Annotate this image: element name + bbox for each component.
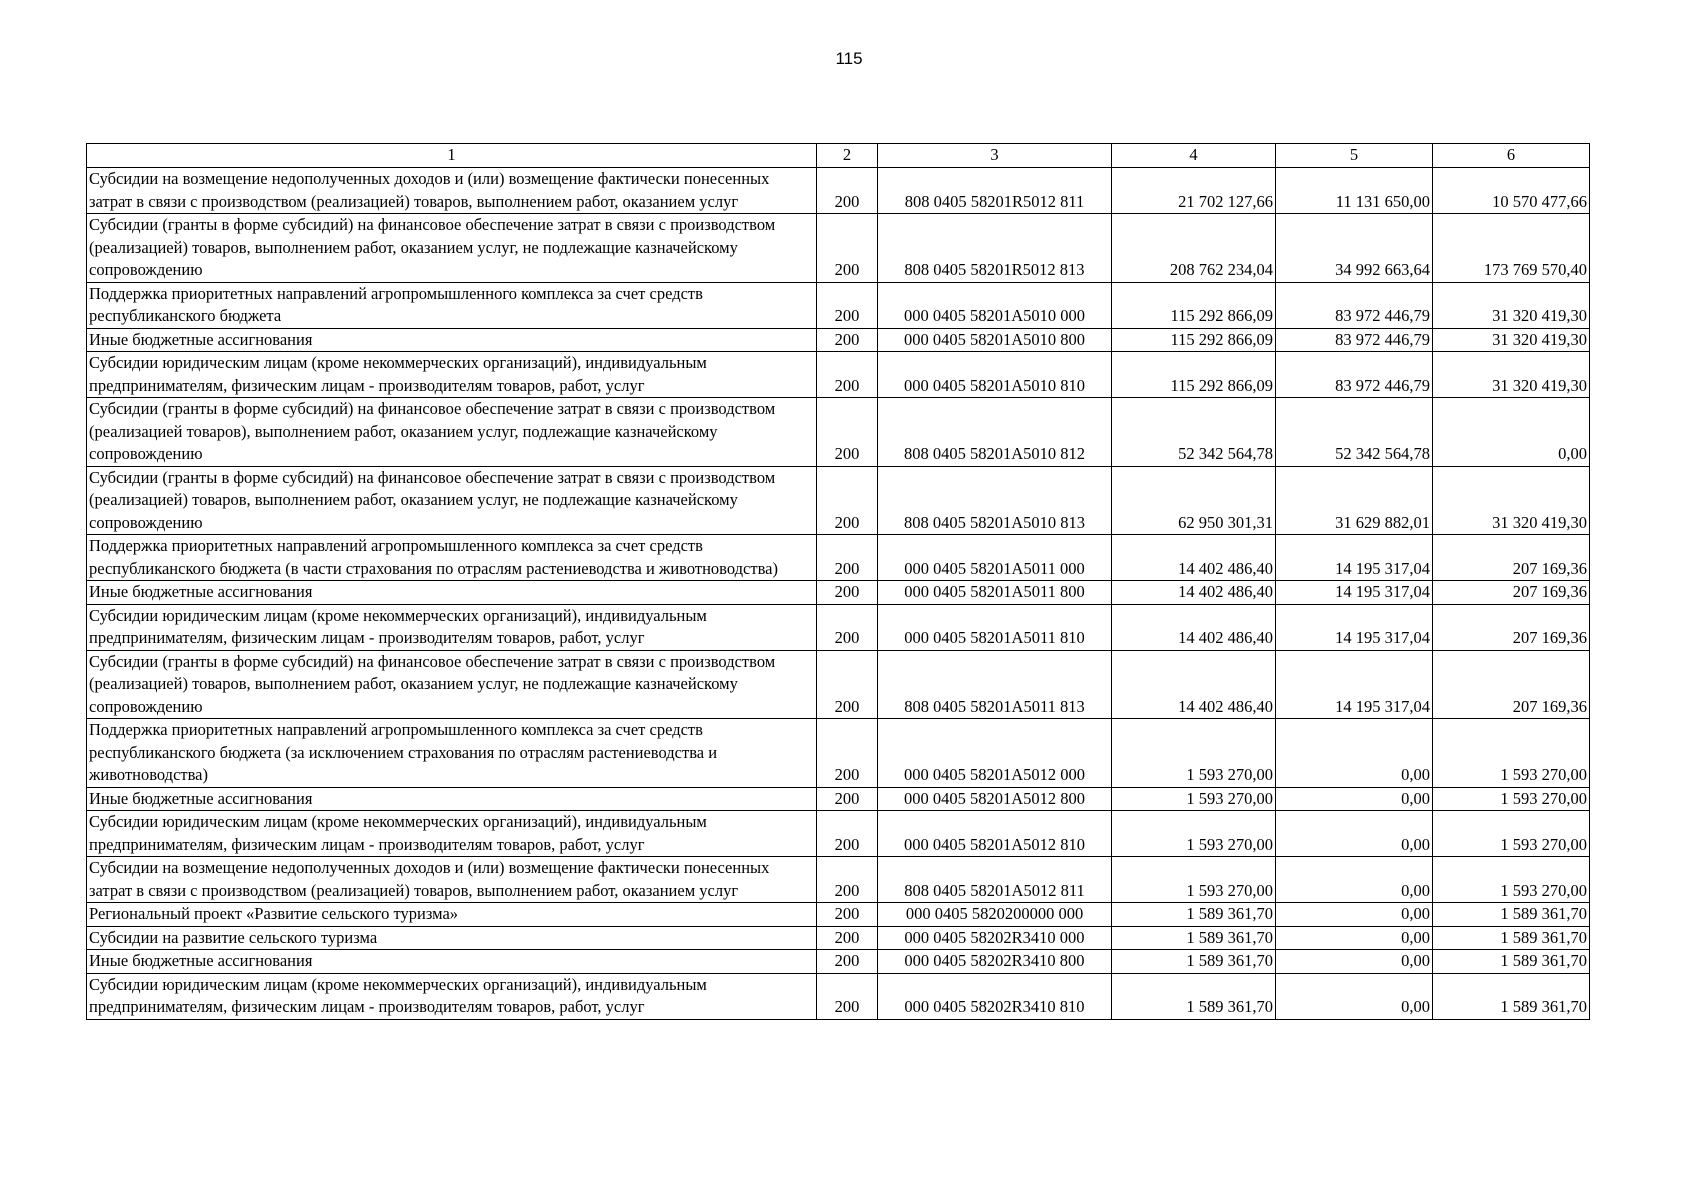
- row-value-col6-cell: 1 593 270,00: [1433, 811, 1590, 857]
- row-classification-cell: 000 0405 58201A5010 800: [878, 328, 1112, 352]
- row-code-cell: 200: [817, 352, 878, 398]
- row-value-col4-cell: 1 593 270,00: [1112, 857, 1276, 903]
- column-header: 2: [817, 144, 878, 168]
- row-value-col5-cell: 0,00: [1276, 857, 1433, 903]
- row-value-col5-cell: 0,00: [1276, 903, 1433, 927]
- row-value-col5-cell: 0,00: [1276, 973, 1433, 1019]
- row-name-cell: Субсидии (гранты в форме субсидий) на финансовое обеспечение затрат в связи с производством (реализацией) товаров, выполнением работ, оказанием услуг, не подлежащие казначейскому сопровождению: [87, 466, 817, 535]
- row-value-col6-cell: 1 589 361,70: [1433, 926, 1590, 950]
- row-classification-cell: 808 0405 58201R5012 811: [878, 168, 1112, 214]
- row-value-col6-cell: 0,00: [1433, 398, 1590, 467]
- row-value-col5-cell: 0,00: [1276, 926, 1433, 950]
- table-row: [87, 535, 1590, 581]
- row-code-cell: 200: [817, 857, 878, 903]
- row-value-col6-cell: 1 589 361,70: [1433, 950, 1590, 974]
- table-row: [87, 787, 1590, 811]
- column-header: 5: [1276, 144, 1433, 168]
- row-name-cell: Субсидии (гранты в форме субсидий) на финансовое обеспечение затрат в связи с производством (реализацией товаров), выполнением работ, оказанием услуг, подлежащие казначейскому сопровождению: [87, 398, 817, 467]
- column-header: 1: [87, 144, 817, 168]
- table-row: [87, 650, 1590, 719]
- row-value-col5-cell: 14 195 317,04: [1276, 604, 1433, 650]
- row-value-col4-cell: 1 593 270,00: [1112, 719, 1276, 788]
- table-row: [87, 903, 1590, 927]
- row-code-cell: 200: [817, 398, 878, 467]
- row-value-col5-cell: 52 342 564,78: [1276, 398, 1433, 467]
- row-code-cell: 200: [817, 466, 878, 535]
- table-row: [87, 168, 1590, 214]
- row-name-cell: Иные бюджетные ассигнования: [87, 328, 817, 352]
- row-classification-cell: 000 0405 58201A5012 000: [878, 719, 1112, 788]
- row-value-col5-cell: 0,00: [1276, 950, 1433, 974]
- row-value-col6-cell: 31 320 419,30: [1433, 328, 1590, 352]
- row-value-col4-cell: 115 292 866,09: [1112, 328, 1276, 352]
- row-value-col5-cell: 14 195 317,04: [1276, 581, 1433, 605]
- row-classification-cell: 000 0405 58201A5011 810: [878, 604, 1112, 650]
- row-value-col4-cell: 14 402 486,40: [1112, 581, 1276, 605]
- row-code-cell: 200: [817, 973, 878, 1019]
- row-value-col6-cell: 1 593 270,00: [1433, 857, 1590, 903]
- column-header: 3: [878, 144, 1112, 168]
- row-name-cell: Иные бюджетные ассигнования: [87, 950, 817, 974]
- row-code-cell: 200: [817, 950, 878, 974]
- row-name-cell: Поддержка приоритетных направлений агропромышленного комплекса за счет средств республиканского бюджета (за исключением страхования по отраслям растениеводства и животноводства): [87, 719, 817, 788]
- row-value-col4-cell: 1 589 361,70: [1112, 926, 1276, 950]
- row-name-cell: Поддержка приоритетных направлений агропромышленного комплекса за счет средств республиканского бюджета: [87, 282, 817, 328]
- row-name-cell: Региональный проект «Развитие сельского туризма»: [87, 903, 817, 927]
- table-body: [87, 168, 1590, 1020]
- row-value-col6-cell: 31 320 419,30: [1433, 352, 1590, 398]
- row-classification-cell: 000 0405 5820200000 000: [878, 903, 1112, 927]
- row-classification-cell: 000 0405 58201A5012 810: [878, 811, 1112, 857]
- table-row: [87, 214, 1590, 283]
- row-name-cell: Субсидии на развитие сельского туризма: [87, 926, 817, 950]
- row-value-col4-cell: 208 762 234,04: [1112, 214, 1276, 283]
- table-row: [87, 926, 1590, 950]
- row-code-cell: 200: [817, 903, 878, 927]
- row-value-col4-cell: 14 402 486,40: [1112, 650, 1276, 719]
- row-name-cell: Субсидии юридическим лицам (кроме некоммерческих организаций), индивидуальным предпринимателям, физическим лицам - производителям товаров, работ, услуг: [87, 811, 817, 857]
- row-classification-cell: 000 0405 58202R3410 800: [878, 950, 1112, 974]
- table-row: [87, 328, 1590, 352]
- row-classification-cell: 808 0405 58201A5010 812: [878, 398, 1112, 467]
- row-value-col4-cell: 1 593 270,00: [1112, 811, 1276, 857]
- row-name-cell: Иные бюджетные ассигнования: [87, 581, 817, 605]
- row-value-col5-cell: 0,00: [1276, 811, 1433, 857]
- row-code-cell: 200: [817, 787, 878, 811]
- row-value-col4-cell: 1 593 270,00: [1112, 787, 1276, 811]
- row-code-cell: 200: [817, 719, 878, 788]
- row-value-col6-cell: 207 169,36: [1433, 581, 1590, 605]
- row-classification-cell: 000 0405 58202R3410 000: [878, 926, 1112, 950]
- row-name-cell: Субсидии юридическим лицам (кроме некоммерческих организаций), индивидуальным предпринимателям, физическим лицам - производителям товаров, работ, услуг: [87, 604, 817, 650]
- table-row: [87, 466, 1590, 535]
- row-code-cell: 200: [817, 328, 878, 352]
- table-row: [87, 950, 1590, 974]
- row-code-cell: 200: [817, 926, 878, 950]
- table-row: [87, 398, 1590, 467]
- row-value-col4-cell: 21 702 127,66: [1112, 168, 1276, 214]
- row-classification-cell: 808 0405 58201A5010 813: [878, 466, 1112, 535]
- row-value-col6-cell: 1 593 270,00: [1433, 787, 1590, 811]
- row-value-col4-cell: 1 589 361,70: [1112, 903, 1276, 927]
- row-name-cell: Субсидии на возмещение недополученных доходов и (или) возмещение фактически понесенных затрат в связи с производством (реализацией) товаров, выполнением работ, оказанием услуг: [87, 168, 817, 214]
- row-value-col5-cell: 14 195 317,04: [1276, 650, 1433, 719]
- row-value-col4-cell: 115 292 866,09: [1112, 352, 1276, 398]
- row-value-col5-cell: 11 131 650,00: [1276, 168, 1433, 214]
- row-classification-cell: 000 0405 58201A5011 000: [878, 535, 1112, 581]
- row-name-cell: Субсидии (гранты в форме субсидий) на финансовое обеспечение затрат в связи с производством (реализацией) товаров, выполнением работ, оказанием услуг, не подлежащие казначейскому сопровождению: [87, 214, 817, 283]
- table-row: [87, 719, 1590, 788]
- row-classification-cell: 808 0405 58201A5011 813: [878, 650, 1112, 719]
- table-header-row: [87, 144, 1590, 168]
- column-header: 6: [1433, 144, 1590, 168]
- row-value-col4-cell: 52 342 564,78: [1112, 398, 1276, 467]
- table-row: [87, 604, 1590, 650]
- row-value-col5-cell: 0,00: [1276, 787, 1433, 811]
- budget-table: [86, 143, 1590, 1020]
- row-value-col6-cell: 207 169,36: [1433, 604, 1590, 650]
- page-number: 115: [835, 49, 863, 68]
- row-classification-cell: 808 0405 58201A5012 811: [878, 857, 1112, 903]
- table-row: [87, 857, 1590, 903]
- row-classification-cell: 808 0405 58201R5012 813: [878, 214, 1112, 283]
- row-classification-cell: 000 0405 58202R3410 810: [878, 973, 1112, 1019]
- row-code-cell: 200: [817, 811, 878, 857]
- row-value-col6-cell: 10 570 477,66: [1433, 168, 1590, 214]
- table-row: [87, 973, 1590, 1019]
- row-classification-cell: 000 0405 58201A5012 800: [878, 787, 1112, 811]
- row-value-col5-cell: 0,00: [1276, 719, 1433, 788]
- row-value-col5-cell: 83 972 446,79: [1276, 352, 1433, 398]
- row-value-col6-cell: 173 769 570,40: [1433, 214, 1590, 283]
- row-value-col6-cell: 1 589 361,70: [1433, 973, 1590, 1019]
- row-value-col6-cell: 207 169,36: [1433, 650, 1590, 719]
- row-code-cell: 200: [817, 650, 878, 719]
- row-classification-cell: 000 0405 58201A5010 000: [878, 282, 1112, 328]
- row-value-col4-cell: 14 402 486,40: [1112, 604, 1276, 650]
- row-name-cell: Поддержка приоритетных направлений агропромышленного комплекса за счет средств республиканского бюджета (в части страхования по отраслям растениеводства и животноводства): [87, 535, 817, 581]
- row-name-cell: Субсидии на возмещение недополученных доходов и (или) возмещение фактически понесенных затрат в связи с производством (реализацией) товаров, выполнением работ, оказанием услуг: [87, 857, 817, 903]
- row-value-col5-cell: 83 972 446,79: [1276, 328, 1433, 352]
- table-row: [87, 282, 1590, 328]
- row-value-col4-cell: 1 589 361,70: [1112, 973, 1276, 1019]
- row-value-col5-cell: 14 195 317,04: [1276, 535, 1433, 581]
- row-value-col4-cell: 14 402 486,40: [1112, 535, 1276, 581]
- row-name-cell: Субсидии (гранты в форме субсидий) на финансовое обеспечение затрат в связи с производством (реализацией) товаров, выполнением работ, оказанием услуг, не подлежащие казначейскому сопровождению: [87, 650, 817, 719]
- row-classification-cell: 000 0405 58201A5011 800: [878, 581, 1112, 605]
- row-classification-cell: 000 0405 58201A5010 810: [878, 352, 1112, 398]
- row-value-col6-cell: 1 593 270,00: [1433, 719, 1590, 788]
- column-header: 4: [1112, 144, 1276, 168]
- row-code-cell: 200: [817, 282, 878, 328]
- row-name-cell: Субсидии юридическим лицам (кроме некоммерческих организаций), индивидуальным предпринимателям, физическим лицам - производителям товаров, работ, услуг: [87, 973, 817, 1019]
- row-code-cell: 200: [817, 535, 878, 581]
- table-row: [87, 581, 1590, 605]
- row-code-cell: 200: [817, 168, 878, 214]
- row-code-cell: 200: [817, 604, 878, 650]
- row-value-col6-cell: 207 169,36: [1433, 535, 1590, 581]
- table-row: [87, 811, 1590, 857]
- row-value-col6-cell: 31 320 419,30: [1433, 282, 1590, 328]
- row-value-col4-cell: 62 950 301,31: [1112, 466, 1276, 535]
- row-value-col5-cell: 83 972 446,79: [1276, 282, 1433, 328]
- row-value-col4-cell: 1 589 361,70: [1112, 950, 1276, 974]
- row-code-cell: 200: [817, 214, 878, 283]
- row-value-col4-cell: 115 292 866,09: [1112, 282, 1276, 328]
- row-value-col5-cell: 34 992 663,64: [1276, 214, 1433, 283]
- row-value-col6-cell: 1 589 361,70: [1433, 903, 1590, 927]
- row-code-cell: 200: [817, 581, 878, 605]
- table-row: [87, 352, 1590, 398]
- row-value-col6-cell: 31 320 419,30: [1433, 466, 1590, 535]
- row-value-col5-cell: 31 629 882,01: [1276, 466, 1433, 535]
- row-name-cell: Субсидии юридическим лицам (кроме некоммерческих организаций), индивидуальным предпринимателям, физическим лицам - производителям товаров, работ, услуг: [87, 352, 817, 398]
- row-name-cell: Иные бюджетные ассигнования: [87, 787, 817, 811]
